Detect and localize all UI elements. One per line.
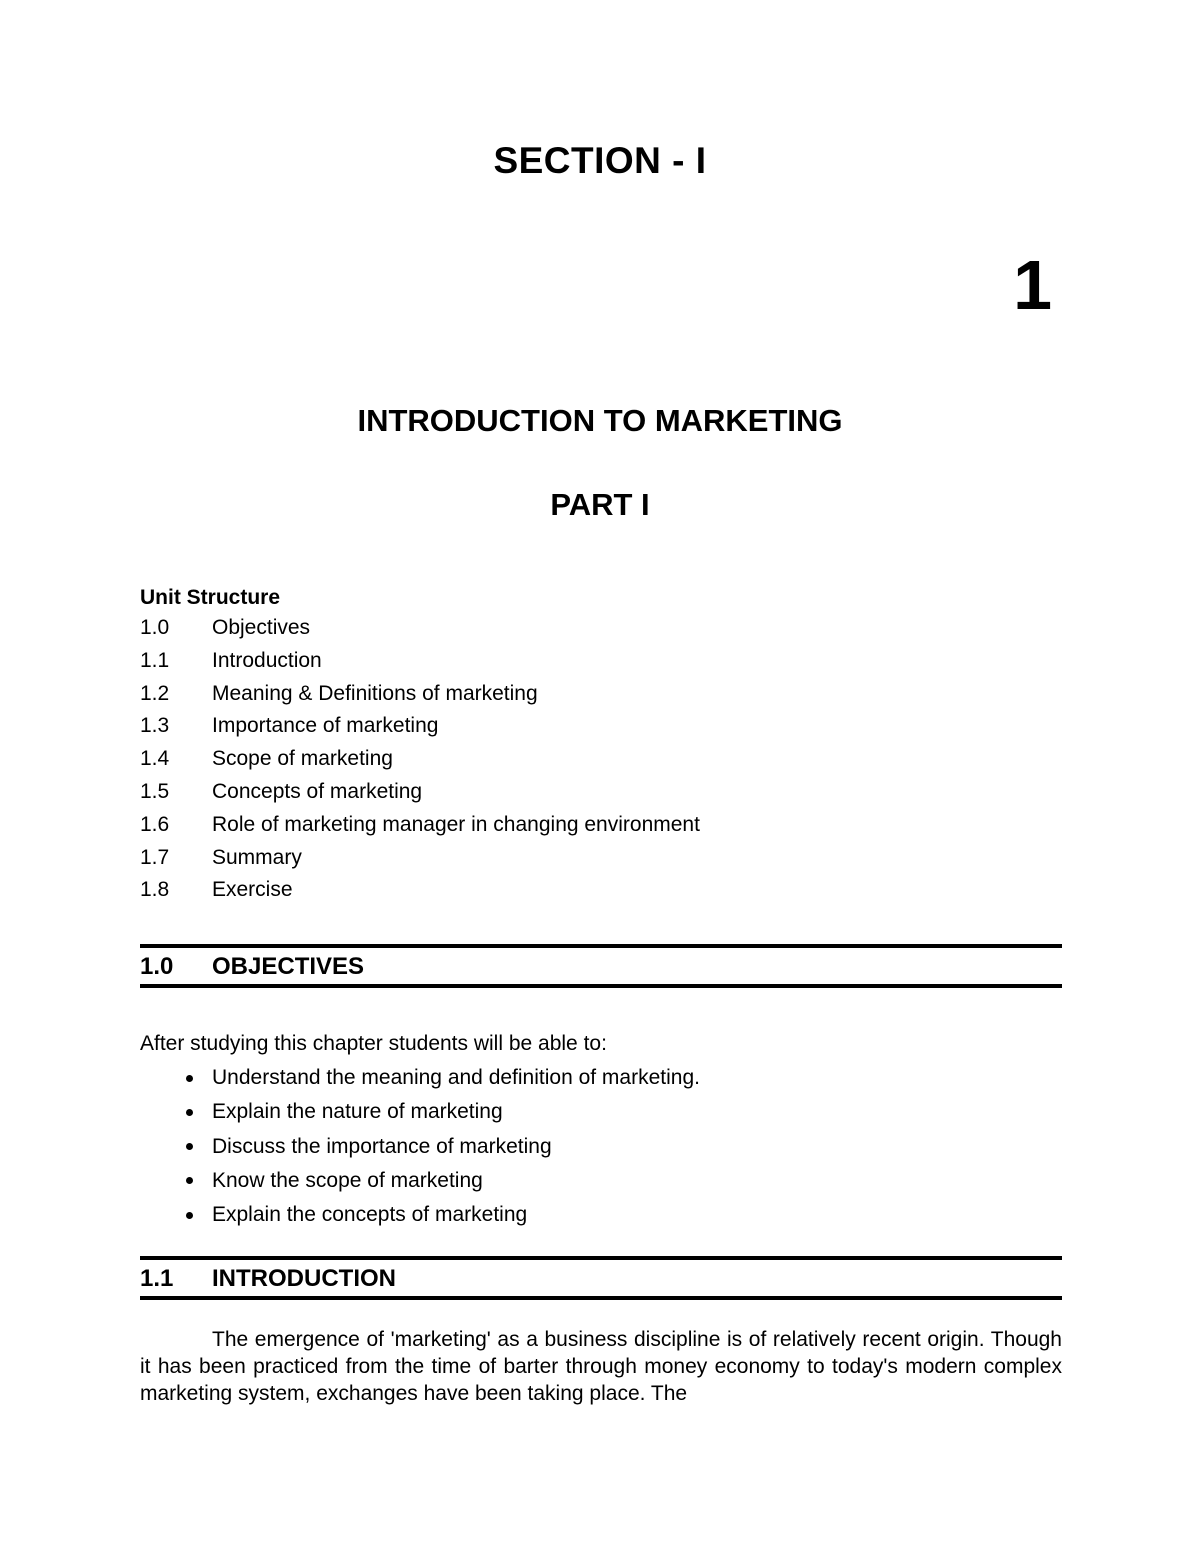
toc-item <box>140 776 1062 809</box>
list-item-text: Explain the nature of marketing <box>212 1100 503 1124</box>
list-item <box>140 1095 1062 1129</box>
list-item-text: Know the scope of marketing <box>212 1168 483 1192</box>
introduction-heading-title: INTRODUCTION <box>212 1265 396 1293</box>
toc-item <box>140 612 1062 645</box>
toc-item <box>140 874 1062 907</box>
bullet-icon <box>140 1143 212 1150</box>
toc-item-label: Role of marketing manager in changing environment <box>212 812 700 836</box>
toc-item-label: Importance of marketing <box>212 714 439 738</box>
toc-item-label: Scope of marketing <box>212 747 393 771</box>
toc-item-number: 1.3 <box>140 714 170 738</box>
chapter-title: INTRODUCTION TO MARKETING <box>357 403 843 438</box>
objectives-heading <box>140 944 1062 988</box>
toc-item-label: Summary <box>212 845 302 869</box>
toc-item <box>140 678 1062 711</box>
toc-item <box>140 645 1062 678</box>
bullet-icon <box>140 1177 212 1184</box>
objectives-list <box>140 1061 1062 1232</box>
bullet-icon <box>140 1075 212 1082</box>
toc-item <box>140 842 1062 875</box>
list-item-text: Explain the concepts of marketing <box>212 1202 528 1226</box>
part-title: PART I <box>550 487 650 522</box>
bullet-icon <box>140 1109 212 1116</box>
list-item <box>140 1061 1062 1095</box>
toc-item-label: Introduction <box>212 648 322 672</box>
chapter-content <box>140 584 1062 1428</box>
chapter-number: 1 <box>1013 246 1052 324</box>
objectives-heading-title: OBJECTIVES <box>212 953 365 981</box>
toc-item <box>140 809 1062 842</box>
list-item <box>140 1130 1062 1164</box>
toc-item-number: 1.6 <box>140 812 170 836</box>
introduction-heading <box>140 1256 1062 1300</box>
introduction-heading-number: 1.1 <box>140 1265 174 1293</box>
objectives-heading-number: 1.0 <box>140 953 174 981</box>
toc-item <box>140 710 1062 743</box>
section-title: SECTION - I <box>493 140 707 181</box>
toc-item-number: 1.8 <box>140 878 170 902</box>
list-item-text: Understand the meaning and definition of marketing. <box>212 1066 700 1090</box>
toc-item-label: Meaning & Definitions of marketing <box>212 681 538 705</box>
unit-structure-list <box>140 612 1062 907</box>
unit-structure-heading: Unit Structure <box>140 586 281 609</box>
list-item-text: Discuss the importance of marketing <box>212 1134 552 1158</box>
toc-item-number: 1.5 <box>140 779 170 803</box>
toc-item-number: 1.4 <box>140 747 170 771</box>
introduction-paragraph: The emergence of 'marketing' as a business discipline is of relatively recent origin. Though it has been practiced from the time of barter through money economy to today's modern complex marketing system, exchanges have been taking place. The <box>140 1328 1062 1406</box>
objectives-lead-text: After studying this chapter students will be able to: <box>140 1032 607 1056</box>
list-item <box>140 1164 1062 1198</box>
toc-item-label: Objectives <box>212 616 311 639</box>
bullet-icon <box>140 1212 212 1219</box>
toc-item-number: 1.0 <box>140 616 170 639</box>
toc-item-label: Exercise <box>212 878 293 902</box>
toc-item-number: 1.7 <box>140 845 170 869</box>
toc-item-number: 1.2 <box>140 681 170 705</box>
toc-item <box>140 743 1062 776</box>
list-item <box>140 1198 1062 1232</box>
toc-item-number: 1.1 <box>140 648 170 672</box>
toc-item-label: Concepts of marketing <box>212 779 423 803</box>
